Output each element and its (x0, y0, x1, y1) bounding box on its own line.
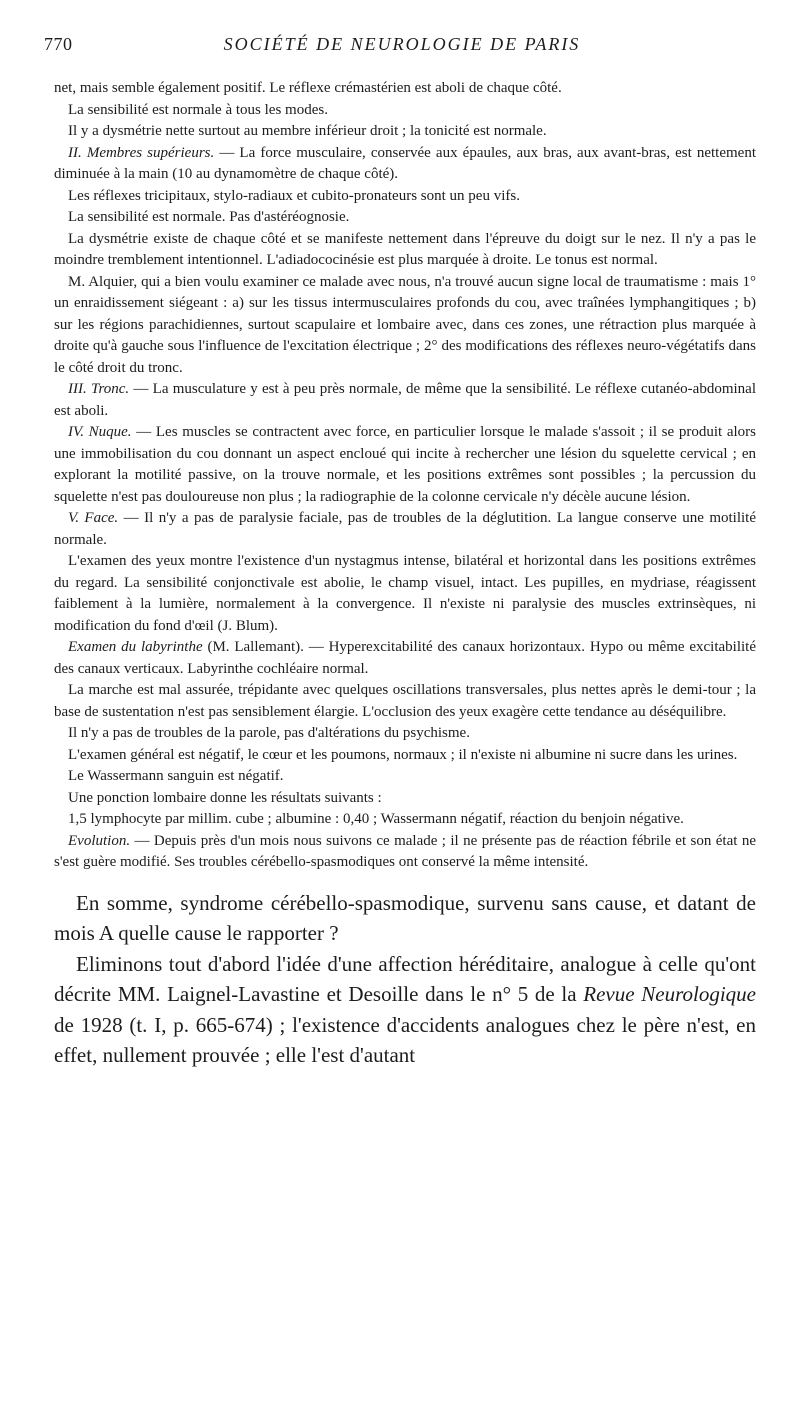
paragraph (54, 723, 756, 745)
paragraph-text: net, mais semble également positif. Le réflexe crémastérien est aboli de chaque côté. (54, 80, 562, 96)
paragraph-text: En somme, syndrome cérébello-spasmodique, survenu sans cause, et datant de mois A quelle cause le rapporter ? (54, 890, 756, 945)
paragraph (54, 186, 756, 208)
page-number: 770 (44, 34, 73, 54)
paragraph (54, 229, 756, 272)
body-text (54, 78, 756, 1071)
paragraph (54, 809, 756, 831)
paragraph (54, 637, 756, 680)
paragraph-text: M. Alquier, qui a bien voulu examiner ce malade avec nous, n'a trouvé aucun signe local de traumatisme : mais 1° un enraidissement siégeant : a) sur les tissus intermusculaires profonds du cou, avec traînées lymphangitiques ; b) sur les régions parachidiennes, surtout scapulaire et lombaire avec, dans ces zones, une rétraction plus marquée à droite qu'à gauche sous l'influence de l'excitation électrique ; 2° des modifications des réflexes neuro-végétatifs dans le côté droit du tronc. (54, 273, 756, 376)
section-heading: Examen du labyrinthe (68, 639, 203, 655)
paragraph-text: — La force musculaire, conservée aux épaules, aux bras, aux avant-bras, est nettement diminuée à la main (10 au dynamomètre de chaque côté). (54, 144, 756, 182)
paragraph-text: La marche est mal assurée, trépidante avec quelques oscillations transversales, plus nettes après le demi-tour ; la base de sustentation n'est pas sensiblement élargie. L'occlusion des yeux exagère cette tendance au déséquilibre. (54, 682, 756, 720)
paragraph (54, 508, 756, 551)
page-header (44, 34, 760, 64)
paragraph-text: (M. Lallemant). — Hyperexcitabilité des canaux horizontaux. Hypo ou même excitabilité des canaux verticaux. Labyrinthe cochléaire normal. (54, 639, 756, 677)
paragraph (54, 272, 756, 380)
paragraph (54, 551, 756, 637)
section-heading: Evolution. (68, 832, 131, 849)
section-heading: III. Tronc. (68, 381, 130, 397)
paragraph (54, 379, 756, 422)
paragraph (54, 745, 756, 767)
paragraph (54, 100, 756, 122)
paragraph-text: Eliminons tout d'abord l'idée d'une affection héréditaire, analogue à celle qu'ont décrite MM. Laignel-Lavastine et Desoille dans le n° 5 de la (54, 951, 756, 1006)
paragraph (54, 78, 756, 100)
case-report-section (54, 78, 756, 874)
paragraph-text: — Depuis près d'un mois nous suivons ce malade ; il ne présente pas de réaction fébrile et son état ne s'est guère modifié. Ses troubles cérébello-spasmodiques ont conservé la même intensité. (54, 832, 756, 870)
paragraph-text: La sensibilité est normale. Pas d'astéréognosie. (68, 209, 350, 225)
section-heading: IV. Nuque. (68, 424, 132, 440)
section-heading: V. Face. (68, 510, 119, 526)
paragraph-text: Il y a dysmétrie nette surtout au membre inférieur droit ; la tonicité est normale. (68, 123, 547, 139)
running-title: SOCIÉTÉ DE NEUROLOGIE DE PARIS (223, 34, 581, 54)
paragraph-text: L'examen des yeux montre l'existence d'un nystagmus intense, bilatéral et horizontal dans les positions extrêmes du regard. La sensibilité conjonctivale est abolie, le champ visuel, intact. Les pupilles, en mydriase, réagissent faiblement à la lumière, normalement à la convergence. Il n'existe ni paralysie des muscles extrinsèques, ni modification du fond d'œil (J. Blum). (54, 553, 756, 634)
discussion-section (54, 888, 756, 1071)
paragraph-text: 1,5 lymphocyte par millim. cube ; albumine : 0,40 ; Wassermann négatif, réaction du benjoin négative. (68, 811, 684, 827)
paragraph (54, 422, 756, 508)
paragraph-text: de 1928 (t. I, p. 665-674) ; l'existence d'accidents analogues chez le père n'est, en effet, nullement prouvée ; elle l'est d'autant (54, 1012, 756, 1067)
paragraph-text: La dysmétrie existe de chaque côté et se manifeste nettement dans l'épreuve du doigt sur le nez. Il n'y a pas le moindre tremblement intentionnel. L'adiadococinésie est plus marquée à droite. Le tonus est normal. (54, 230, 756, 268)
paragraph-text: Il n'y a pas de troubles de la parole, pas d'altérations du psychisme. (68, 725, 470, 741)
paragraph (54, 766, 756, 788)
paragraph-text: Une ponction lombaire donne les résultats suivants : (68, 789, 382, 806)
paragraph (54, 121, 756, 143)
paragraph-text: L'examen général est négatif, le cœur et les poumons, normaux ; il n'existe ni albumine ni sucre dans les urines. (68, 746, 738, 763)
paragraph-text: La sensibilité est normale à tous les modes. (68, 101, 328, 118)
discussion-paragraph (54, 888, 756, 949)
paragraph-text: — Les muscles se contractent avec force, en particulier lorsque le malade s'assoit ; il se produit alors une immobilisation du cou donnant un aspect encloué qui incite à rechercher une lésion du squelette cervical ; en explorant la motilité passive, on la trouve normale, et les positions extrêmes sont possibles ; la percussion du squelette n'est pas douloureuse non plus ; la radiographie de la colonne cervicale n'y décèle aucune lésion. (54, 424, 756, 505)
journal-title: Revue Neurologique (583, 982, 756, 1006)
discussion-paragraph (54, 949, 756, 1071)
paragraph-text: Le Wassermann sanguin est négatif. (68, 768, 284, 784)
paragraph-text: — La musculature y est à peu près normale, de même que la sensibilité. Le réflexe cutanéo-abdominal est aboli. (54, 381, 756, 419)
paragraph-text: — Il n'y a pas de paralysie faciale, pas de troubles de la déglutition. La langue conserve une motilité normale. (54, 510, 756, 548)
section-heading: II. Membres supérieurs. (68, 144, 215, 161)
paragraph-text: Les réflexes tricipitaux, stylo-radiaux et cubito-pronateurs sont un peu vifs. (68, 187, 520, 204)
paragraph (54, 788, 756, 810)
paragraph (54, 207, 756, 229)
paragraph (54, 831, 756, 874)
paragraph (54, 680, 756, 723)
paragraph (54, 143, 756, 186)
